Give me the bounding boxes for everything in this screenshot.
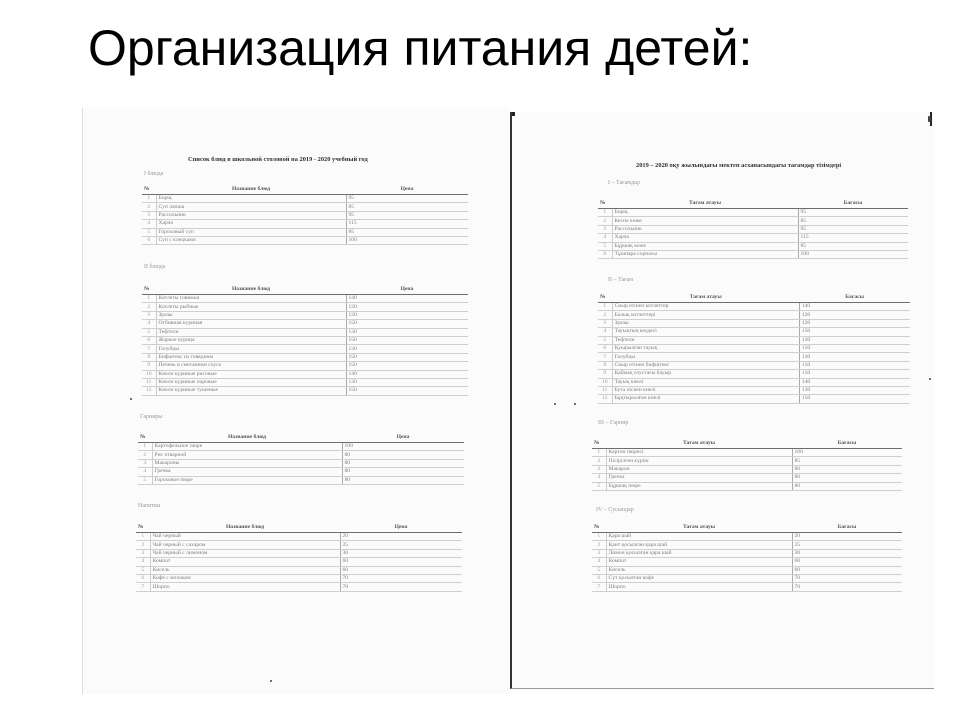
dish-name: Қант қосылған қара шай [606, 541, 792, 549]
dish-price: 100 [792, 449, 902, 457]
menu-table [142, 184, 468, 245]
section-label: I блюда [144, 171, 164, 177]
dish-price: 130 [799, 336, 910, 344]
scan-speck [928, 116, 931, 122]
row-number: 3 [598, 319, 612, 327]
dish-name: Тауықтың кеудесі [612, 328, 799, 336]
dish-name: Бұқтырылған кнелі [612, 395, 799, 403]
dish-price: 60 [340, 558, 462, 566]
column-header-name: Название блюд [156, 184, 346, 195]
row-number: 3 [592, 465, 606, 473]
table-row [142, 236, 468, 244]
table-row [592, 457, 902, 465]
dish-price: 130 [346, 345, 468, 353]
dish-name: Чай черный с сахаром [150, 541, 340, 549]
row-number: 1 [142, 195, 156, 203]
section-label: II блюда [144, 264, 166, 270]
table-row [592, 482, 902, 490]
dish-price: 100 [346, 236, 468, 244]
dish-name: Зразы [156, 311, 346, 319]
row-number: 5 [142, 228, 156, 236]
table-row [598, 395, 910, 403]
row-number: 7 [136, 583, 150, 591]
table-row [142, 303, 468, 311]
dish-price: 150 [799, 328, 910, 336]
dish-name: Рис отварной [152, 451, 342, 459]
row-number: 3 [136, 549, 150, 557]
column-header-price: Цена [346, 184, 468, 195]
column-header-price: Бағасы [792, 522, 902, 533]
dish-price: 150 [346, 387, 468, 395]
row-number: 5 [598, 336, 612, 344]
menu-table [598, 198, 908, 259]
dish-name: Компот [150, 558, 340, 566]
table-row [598, 353, 910, 361]
row-number: 8 [142, 353, 156, 361]
dish-price: 120 [799, 319, 910, 327]
section-label: Напитки [138, 503, 161, 509]
table-row [592, 465, 902, 473]
row-number: 6 [142, 236, 156, 244]
column-header-name: Название блюд [156, 284, 346, 295]
table-row [598, 217, 908, 225]
column-header-price: Цена [342, 432, 464, 443]
dish-name: Макароны [152, 459, 342, 467]
column-header-number: № [142, 184, 156, 195]
table-header-row [592, 522, 902, 533]
table-row [592, 474, 902, 482]
dish-price: 20 [340, 533, 462, 541]
table-header-row [136, 522, 462, 533]
dish-name: Голубцы [612, 353, 799, 361]
dish-price: 100 [798, 250, 908, 258]
dish-price: 150 [346, 362, 468, 370]
dish-price: 80 [792, 474, 902, 482]
dish-name: Компот [606, 558, 792, 566]
column-header-number: № [142, 284, 156, 295]
scan-speck [130, 398, 132, 400]
table-row [142, 387, 468, 395]
table-row [142, 220, 468, 228]
table-row [598, 303, 910, 311]
dish-price: 80 [792, 482, 902, 490]
table-row [138, 451, 464, 459]
section-label: III – Гарнир [598, 420, 629, 426]
scan-speck [574, 403, 576, 405]
table-row [592, 533, 902, 541]
row-number: 2 [138, 451, 152, 459]
table-row [142, 211, 468, 219]
dish-price: 150 [346, 336, 468, 344]
dish-name: Борщ [612, 209, 798, 217]
dish-price: 80 [342, 468, 464, 476]
dish-name: Печень в сметанном соусе [156, 362, 346, 370]
row-number: 12 [142, 387, 156, 395]
column-header-number: № [592, 438, 606, 449]
row-number: 2 [142, 203, 156, 211]
row-number: 6 [592, 574, 606, 582]
row-number: 5 [138, 476, 152, 484]
table-row [598, 250, 908, 258]
dish-name: Бифштекс из говядины [156, 353, 346, 361]
dish-price: 115 [798, 234, 908, 242]
dish-price: 140 [346, 295, 468, 303]
section-label: II – Тағам [608, 277, 634, 283]
dish-name: Рассольник [612, 225, 798, 233]
row-number: 6 [142, 336, 156, 344]
table-row [138, 443, 464, 451]
column-header-price: Бағасы [799, 292, 910, 303]
dish-price: 115 [346, 220, 468, 228]
table-row [142, 195, 468, 203]
table-row [598, 209, 908, 217]
dish-name: Гречка [606, 474, 792, 482]
row-number: 4 [592, 474, 606, 482]
table-header-row [592, 438, 902, 449]
table-row [598, 328, 910, 336]
table-row [598, 370, 910, 378]
dish-name: Бұршақ көже [612, 242, 798, 250]
dish-name: Сүт қосылған кофе [606, 574, 792, 582]
row-number: 4 [598, 234, 612, 242]
menu-table [592, 522, 902, 592]
dish-name: Сиыр етінен котлеттер [612, 303, 799, 311]
table-row [142, 345, 468, 353]
dish-name: Қаймақ соустағы бауыр [612, 370, 799, 378]
dish-price: 80 [342, 476, 464, 484]
table-row [592, 574, 902, 582]
column-header-number: № [592, 522, 606, 533]
dish-price: 130 [799, 386, 910, 394]
table-row [142, 295, 468, 303]
row-number: 10 [142, 370, 156, 378]
dish-price: 70 [792, 574, 902, 582]
row-number: 7 [142, 345, 156, 353]
dish-name: Чай черный [150, 533, 340, 541]
dish-name: Қара шай [606, 533, 792, 541]
table-row [136, 558, 462, 566]
dish-price: 150 [346, 320, 468, 328]
dish-price: 80 [342, 459, 464, 467]
dish-price: 70 [792, 583, 902, 591]
scan-speck [929, 378, 931, 380]
table-row [598, 225, 908, 233]
row-number: 2 [592, 457, 606, 465]
table-row [142, 328, 468, 336]
table-row [142, 370, 468, 378]
table-header-row [142, 184, 468, 195]
dish-price: 60 [792, 558, 902, 566]
dish-price: 95 [798, 225, 908, 233]
dish-name: Тефтели [612, 336, 799, 344]
row-number: 4 [138, 468, 152, 476]
row-number: 3 [138, 459, 152, 467]
table-row [592, 449, 902, 457]
dish-price: 120 [346, 311, 468, 319]
dish-price: 130 [799, 353, 910, 361]
dish-name: Пісірілген күріш [606, 457, 792, 465]
dish-name: Картоп пюресі [606, 449, 792, 457]
dish-price: 140 [799, 303, 910, 311]
dish-name: Тұшпара сорпасы [612, 250, 798, 258]
column-header-name: Тағам атауы [612, 198, 798, 209]
dish-price: 25 [340, 541, 462, 549]
row-number: 1 [138, 443, 152, 451]
row-number: 6 [136, 574, 150, 582]
table-row [598, 319, 910, 327]
table-row [142, 228, 468, 236]
dish-name: Лимон қосылған қара шай [606, 549, 792, 557]
row-number: 5 [598, 242, 612, 250]
dish-name: Шорпо [150, 583, 340, 591]
dish-price: 80 [792, 465, 902, 473]
dish-price: 85 [792, 457, 902, 465]
row-number: 11 [142, 378, 156, 386]
row-number: 6 [598, 250, 612, 258]
table-header-row [598, 292, 910, 303]
dish-price: 30 [792, 549, 902, 557]
column-header-name: Тағам атауы [606, 522, 792, 533]
scan-speck [554, 403, 556, 405]
table-row [592, 541, 902, 549]
table-row [136, 566, 462, 574]
table-row [598, 344, 910, 352]
section-label: I – Тағамдар [608, 180, 640, 186]
dish-price: 100 [342, 443, 464, 451]
table-row [142, 378, 468, 386]
section-label: IV – Сусындар [596, 507, 634, 513]
row-number: 1 [136, 533, 150, 541]
dish-price: 85 [346, 228, 468, 236]
row-number: 1 [592, 449, 606, 457]
dish-name: Котлеты говяжьи [156, 295, 346, 303]
dish-price: 60 [792, 566, 902, 574]
table-row [598, 336, 910, 344]
table-row [136, 541, 462, 549]
dish-name: Гороховое пюре [152, 476, 342, 484]
dish-price: 120 [346, 303, 468, 311]
column-header-name: Тағам атауы [612, 292, 799, 303]
dish-name: Буға піскен кнелі [612, 386, 799, 394]
dish-name: Отбивная куриная [156, 320, 346, 328]
table-row [598, 361, 910, 369]
row-number: 4 [136, 558, 150, 566]
table-row [142, 320, 468, 328]
dish-price: 130 [346, 328, 468, 336]
table-header-row [598, 198, 908, 209]
dish-price: 150 [799, 395, 910, 403]
table-row [142, 203, 468, 211]
dish-price: 150 [799, 361, 910, 369]
table-row [598, 242, 908, 250]
row-number: 9 [598, 370, 612, 378]
row-number: 2 [598, 217, 612, 225]
dish-price: 120 [799, 311, 910, 319]
table-row [142, 336, 468, 344]
table-row [136, 583, 462, 591]
scan-speck [270, 680, 272, 682]
table-row [598, 311, 910, 319]
row-number: 1 [598, 209, 612, 217]
dish-price: 150 [799, 344, 910, 352]
dish-name: Кисель [150, 566, 340, 574]
dish-name: Борщ [156, 195, 346, 203]
row-number: 7 [598, 353, 612, 361]
dish-name: Гречка [152, 468, 342, 476]
dish-name: Кеспе көже [612, 217, 798, 225]
table-row [598, 386, 910, 394]
dish-price: 80 [342, 451, 464, 459]
row-number: 5 [592, 482, 606, 490]
dish-name: Суп с клецками [156, 236, 346, 244]
dish-name: Шорпо [606, 583, 792, 591]
menu-table [598, 292, 910, 404]
table-header-row [138, 432, 464, 443]
column-header-number: № [138, 432, 152, 443]
table-row [142, 353, 468, 361]
row-number: 3 [142, 311, 156, 319]
dish-price: 70 [340, 583, 462, 591]
table-row [136, 574, 462, 582]
dish-name: Кнели куриные паровые [156, 378, 346, 386]
right-menu-document [510, 112, 934, 689]
dish-name: Қуырылған тауық [612, 344, 799, 352]
dish-price: 30 [340, 549, 462, 557]
row-number: 2 [136, 541, 150, 549]
dish-price: 85 [798, 217, 908, 225]
dish-price: 150 [799, 370, 910, 378]
dish-price: 85 [798, 242, 908, 250]
row-number: 1 [598, 303, 612, 311]
dish-price: 95 [346, 211, 468, 219]
table-row [142, 311, 468, 319]
dish-name: Тефтели [156, 328, 346, 336]
table-row [592, 583, 902, 591]
row-number: 1 [142, 295, 156, 303]
table-header-row [142, 284, 468, 295]
dish-name: Голубцы [156, 345, 346, 353]
dish-name: Кофе с молоком [150, 574, 340, 582]
left-menu-document [82, 108, 510, 694]
dish-price: 85 [346, 203, 468, 211]
table-row [598, 378, 910, 386]
row-number: 10 [598, 378, 612, 386]
row-number: 12 [598, 395, 612, 403]
row-number: 4 [592, 558, 606, 566]
column-header-number: № [598, 198, 612, 209]
dish-name: Балық котлеттері [612, 311, 799, 319]
row-number: 9 [142, 362, 156, 370]
dish-name: Чай черный с лимоном [150, 549, 340, 557]
row-number: 2 [598, 311, 612, 319]
dish-price: 140 [799, 378, 910, 386]
row-number: 3 [598, 225, 612, 233]
dish-name: Жаркое курица [156, 336, 346, 344]
dish-price: 25 [792, 541, 902, 549]
menu-table [136, 522, 462, 592]
row-number: 5 [136, 566, 150, 574]
dish-name: Кнели куриные тушеные [156, 387, 346, 395]
dish-name: Кнели куриные рисовые [156, 370, 346, 378]
dish-price: 95 [798, 209, 908, 217]
table-row [592, 566, 902, 574]
table-row [598, 234, 908, 242]
column-header-number: № [136, 522, 150, 533]
table-row [138, 476, 464, 484]
column-header-number: № [598, 292, 612, 303]
row-number: 4 [598, 328, 612, 336]
table-row [592, 549, 902, 557]
dish-name: Харчо [156, 220, 346, 228]
dish-price: 150 [346, 353, 468, 361]
dish-price: 95 [346, 195, 468, 203]
section-label: Гарниры [140, 414, 163, 420]
row-number: 2 [142, 303, 156, 311]
document-title: 2019 – 2020 оқу жылындағы мектеп асханасындағы тағамдар тізімдері [636, 162, 842, 169]
dish-name: Макарон [606, 465, 792, 473]
dish-price: 20 [792, 533, 902, 541]
row-number: 1 [592, 533, 606, 541]
dish-name: Зразы [612, 319, 799, 327]
column-header-name: Название блюд [152, 432, 342, 443]
column-header-price: Цена [346, 284, 468, 295]
row-number: 11 [598, 386, 612, 394]
row-number: 7 [592, 583, 606, 591]
row-number: 6 [598, 344, 612, 352]
row-number: 5 [142, 328, 156, 336]
row-number: 5 [592, 566, 606, 574]
dish-price: 70 [340, 574, 462, 582]
table-row [142, 362, 468, 370]
table-row [592, 558, 902, 566]
column-header-price: Бағасы [792, 438, 902, 449]
dish-price: 140 [346, 370, 468, 378]
row-number: 4 [142, 320, 156, 328]
table-row [138, 468, 464, 476]
table-row [138, 459, 464, 467]
menu-table [592, 438, 902, 491]
dish-price: 130 [346, 378, 468, 386]
row-number: 8 [598, 361, 612, 369]
dish-name: Сиыр етінен бифштекс [612, 361, 799, 369]
column-header-price: Бағасы [798, 198, 908, 209]
table-row [136, 533, 462, 541]
dish-name: Гороховый суп [156, 228, 346, 236]
dish-name: Тауық кнелі [612, 378, 799, 386]
dish-name: Рассольник [156, 211, 346, 219]
row-number: 2 [592, 541, 606, 549]
dish-name: Кисель [606, 566, 792, 574]
column-header-name: Тағам атауы [606, 438, 792, 449]
column-header-name: Название блюд [150, 522, 340, 533]
row-number: 3 [142, 211, 156, 219]
dish-name: Суп лапша [156, 203, 346, 211]
dish-price: 60 [340, 566, 462, 574]
menu-table [138, 432, 464, 485]
menu-table [142, 284, 468, 396]
row-number: 4 [142, 220, 156, 228]
slide-title: Организация питания детей: [88, 20, 753, 76]
dish-name: Харчо [612, 234, 798, 242]
document-title: Список блюд в школьной столовой на 2019 - 2020 учебный год [188, 156, 368, 163]
table-row [136, 549, 462, 557]
dish-name: Котлеты рыбные [156, 303, 346, 311]
dish-name: Картофельное пюре [152, 443, 342, 451]
dish-name: Бұршақ пюре [606, 482, 792, 490]
column-header-price: Цена [340, 522, 462, 533]
row-number: 3 [592, 549, 606, 557]
